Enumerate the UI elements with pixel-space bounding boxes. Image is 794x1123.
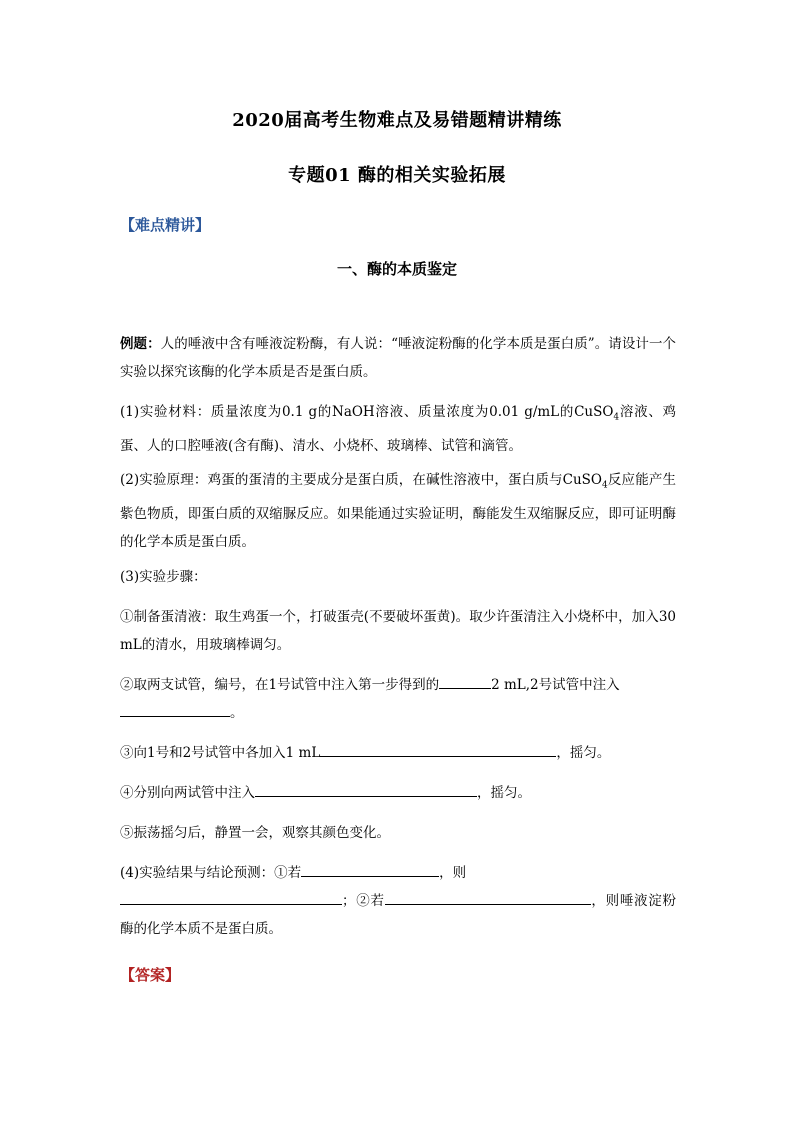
document-subtitle: 专题01 酶的相关实验拓展 bbox=[288, 165, 506, 186]
results-text-b: ，则 bbox=[439, 865, 467, 881]
section-heading: 一、酶的本质鉴定 bbox=[336, 260, 457, 278]
step-4 bbox=[120, 779, 676, 807]
materials-prefix: (1)实验材料：质量浓度为0.1 g的NaOH溶液、质量浓度为0.01 g/mL的CuSO bbox=[120, 404, 614, 420]
principle-sub: 4 bbox=[601, 480, 608, 491]
step-2-text-b: 2 mL,2号试管中注入 bbox=[491, 677, 620, 693]
step-2-text-c: 。 bbox=[230, 705, 244, 721]
results-blank-3[interactable] bbox=[385, 890, 591, 905]
step-2 bbox=[120, 671, 676, 727]
principle-suffix: 反应能产生紫色物质，即蛋白质的双缩脲反应。如果能通过实验证明，酶能发生双缩脲反应，即可证明酶的化学本质是蛋白质。 bbox=[120, 472, 677, 550]
principle-prefix: (2)实验原理：鸡蛋的蛋清的主要成分是蛋白质，在碱性溶液中，蛋白质与CuSO bbox=[120, 472, 602, 488]
steps-heading: (3)实验步骤： bbox=[120, 569, 207, 585]
results-text-d: ，则唾液淀粉酶的化学本质不是蛋白质。 bbox=[120, 893, 677, 937]
results-text-c: ；②若 bbox=[342, 893, 385, 909]
example-text: 人的唾液中含有唾液淀粉酶，有人说：“唾液淀粉酶的化学本质是蛋白质”。请设计一个实验以探究该酶的化学本质是否是蛋白质。 bbox=[120, 336, 677, 380]
example-paragraph bbox=[120, 330, 676, 386]
results-paragraph bbox=[120, 859, 676, 943]
materials-suffix: 溶液、鸡蛋、人的口腔唾液(含有酶)、清水、小烧杯、玻璃棒、试管和滴管。 bbox=[120, 404, 677, 454]
step-3-blank[interactable] bbox=[320, 742, 556, 757]
example-label: 例题： bbox=[120, 336, 161, 352]
step-4-text-b: ，摇匀。 bbox=[477, 785, 531, 801]
document-title: 2020届高考生物难点及易错题精讲精练 bbox=[232, 110, 562, 131]
results-blank-1[interactable] bbox=[301, 862, 439, 877]
materials-paragraph bbox=[120, 398, 676, 460]
step-2-blank-1[interactable] bbox=[439, 674, 491, 689]
step-3-text-a: ③向1号和2号试管中各加入1 mL bbox=[120, 745, 321, 761]
step-4-text-a: ④分别向两试管中注入 bbox=[120, 785, 255, 801]
principle-paragraph bbox=[120, 466, 676, 556]
step-2-text-a: ②取两支试管，编号，在1号试管中注入第一步得到的 bbox=[120, 677, 440, 693]
results-text-a: (4)实验结果与结论预测：①若 bbox=[120, 865, 302, 881]
step-3-text-b: ，摇匀。 bbox=[556, 745, 611, 761]
materials-sub: 4 bbox=[613, 412, 620, 423]
step-3 bbox=[120, 739, 676, 767]
difficulty-tag: 【难点精讲】 bbox=[120, 216, 211, 234]
step-5: ⑤振荡摇匀后，静置一会，观察其颜色变化。 bbox=[120, 825, 390, 841]
step-2-blank-2[interactable] bbox=[120, 702, 230, 717]
step-1: ①制备蛋清液：取生鸡蛋一个，打破蛋壳(不要破坏蛋黄)。取少许蛋清注入小烧杯中，加入30 mL的清水，用玻璃棒调匀。 bbox=[120, 609, 676, 653]
results-blank-2[interactable] bbox=[120, 890, 342, 905]
step-4-blank[interactable] bbox=[255, 782, 477, 797]
answer-tag: 【答案】 bbox=[120, 966, 181, 984]
